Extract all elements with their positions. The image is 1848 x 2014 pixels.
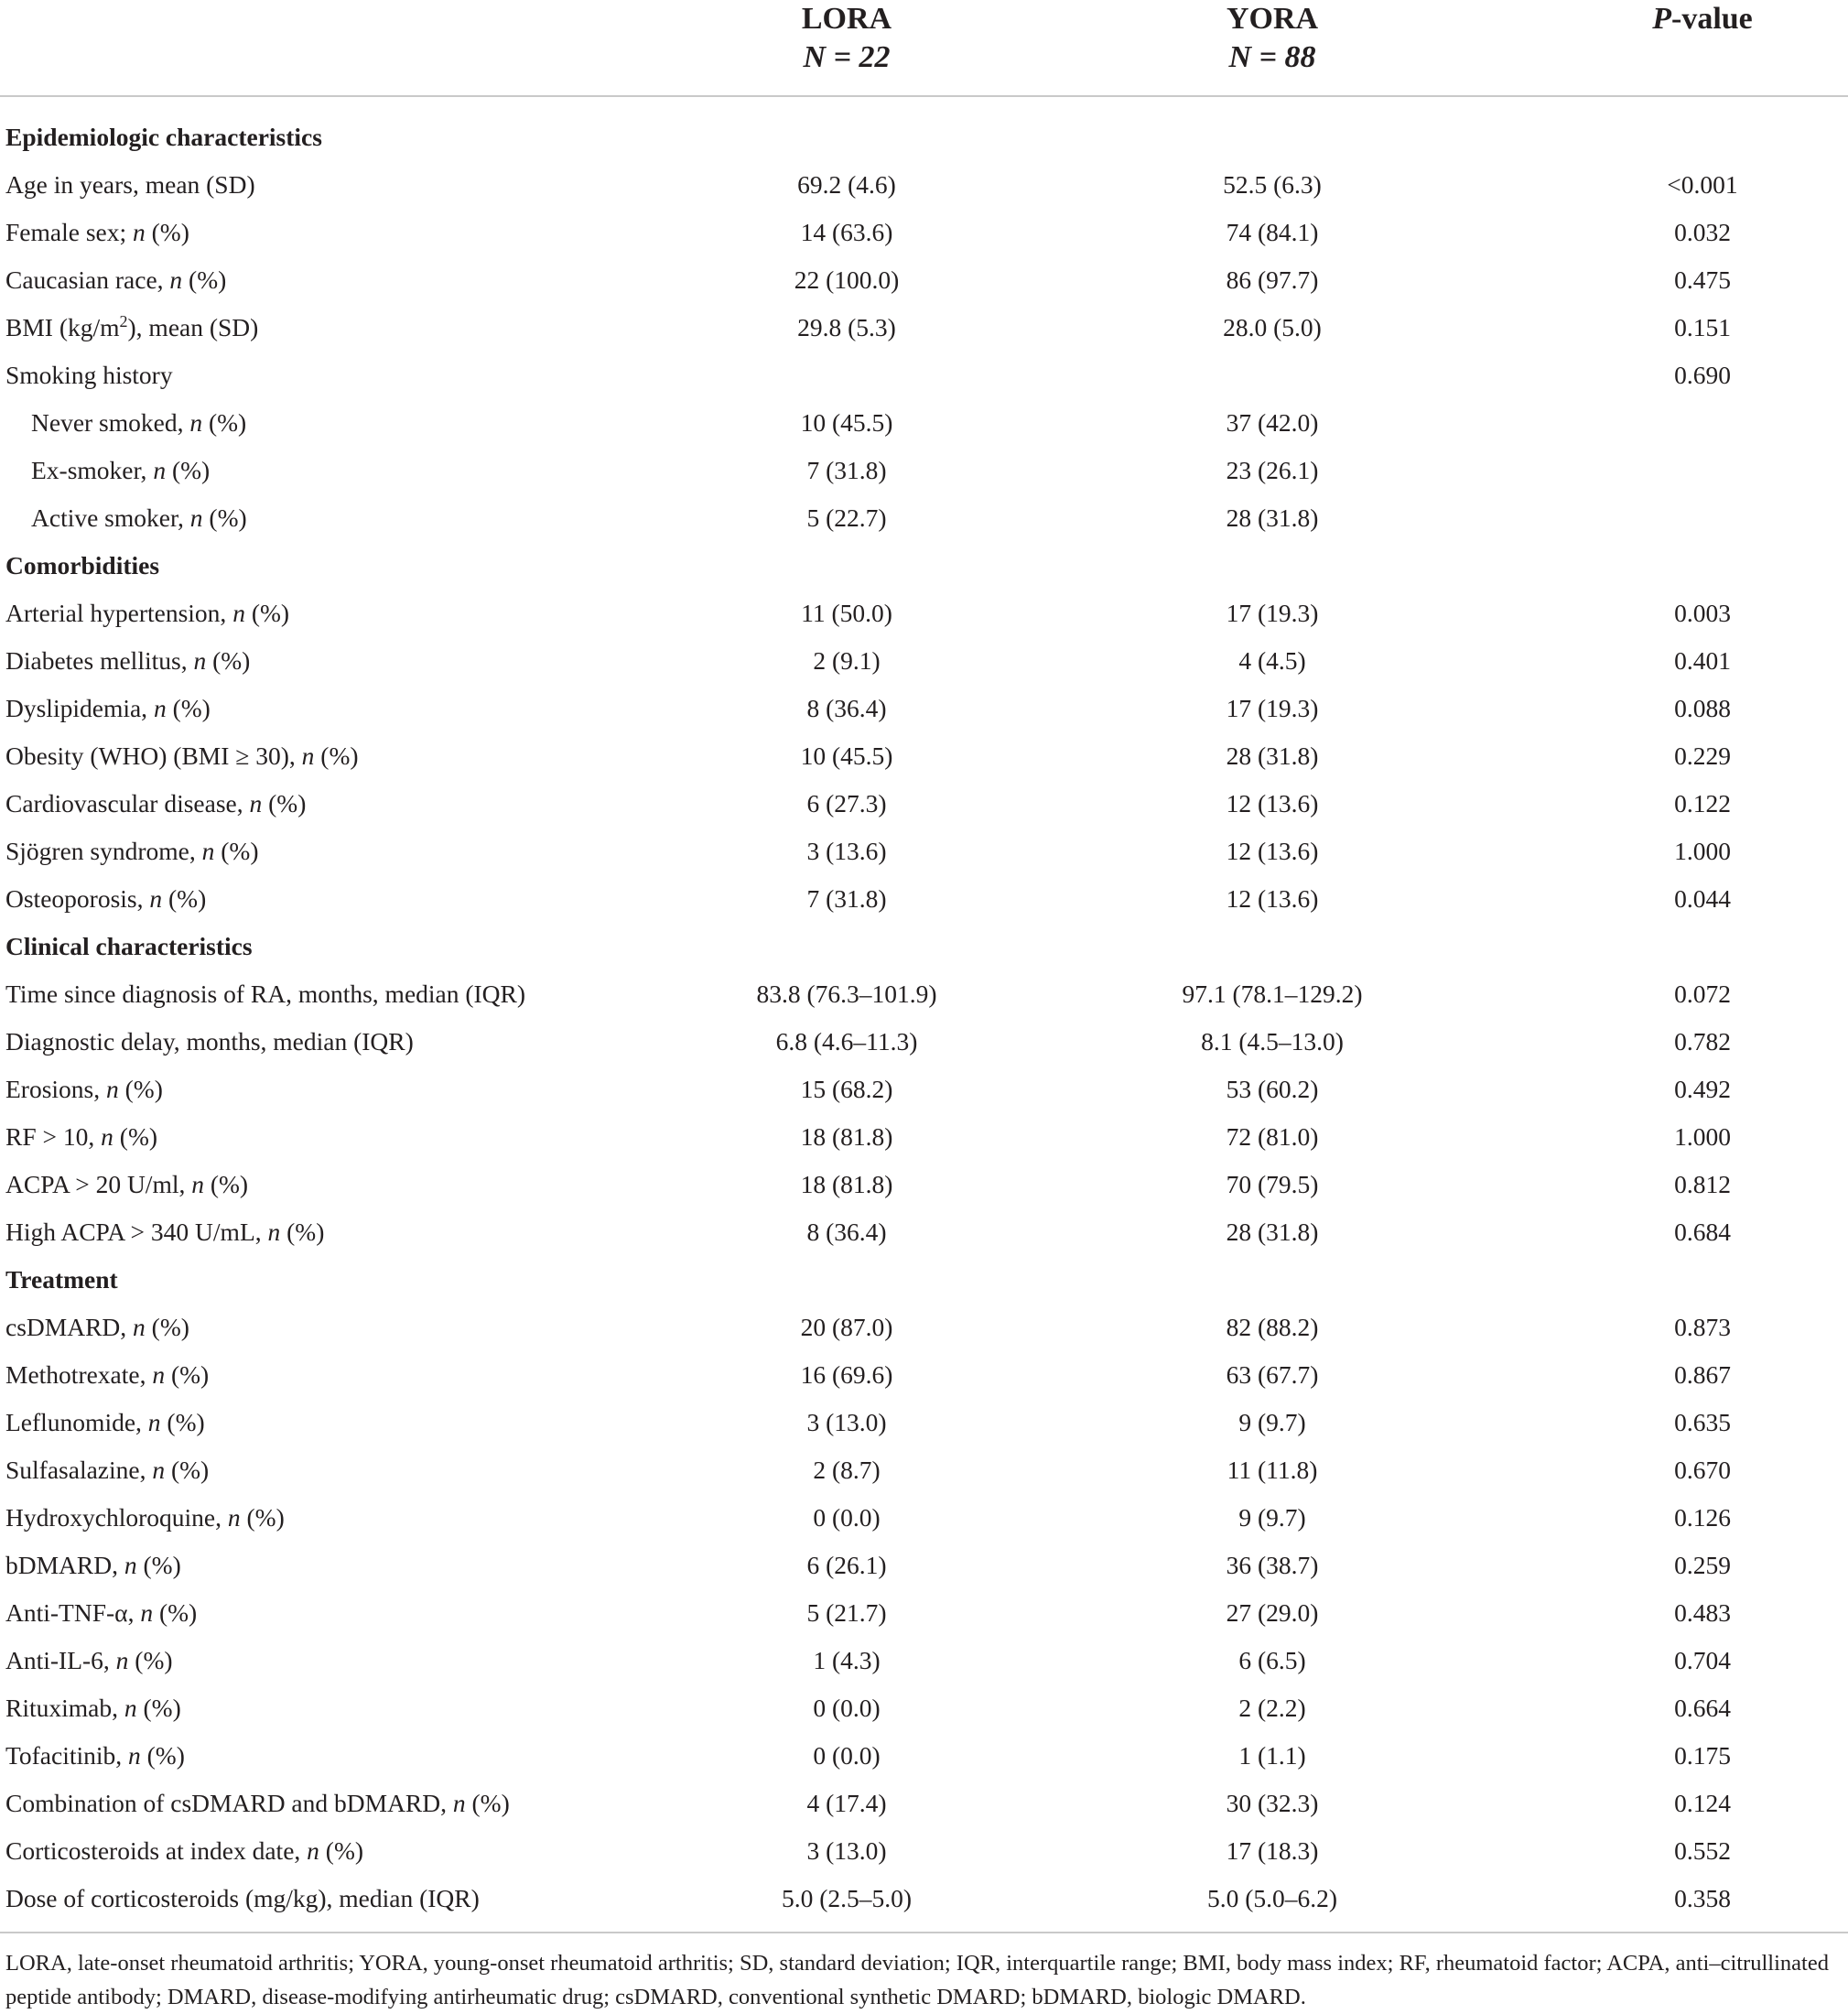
yora-cell: 28.0 (5.0) xyxy=(1223,313,1322,341)
row-label-italic: n xyxy=(452,1789,466,1817)
table-row xyxy=(0,1399,1848,1446)
section-header-row xyxy=(0,1256,1848,1304)
row-label-text: Dyslipidemia, xyxy=(5,694,154,722)
section-header-row xyxy=(0,542,1848,590)
row-label-text: (%) xyxy=(244,599,290,627)
pvalue-cell: 0.664 xyxy=(1674,1694,1731,1722)
table-row xyxy=(0,1875,1848,1922)
table-row xyxy=(0,494,1848,542)
lora-column-header xyxy=(755,0,938,77)
lora-cell: 8 (36.4) xyxy=(806,694,887,722)
row-label-italic: n xyxy=(227,1503,241,1532)
pvalue-cell: 0.782 xyxy=(1674,1027,1731,1056)
yora-cell: 37 (42.0) xyxy=(1226,408,1319,437)
yora-cell: 9 (9.7) xyxy=(1238,1503,1306,1532)
pvalue-cell: 0.003 xyxy=(1674,599,1731,627)
row-label-text: (%) xyxy=(214,837,259,865)
row-label xyxy=(5,1827,363,1875)
row-label-text: (%) xyxy=(166,456,211,484)
pvalue-cell: 0.126 xyxy=(1674,1503,1731,1532)
row-label-text: (%) xyxy=(465,1789,510,1817)
table-row xyxy=(0,1113,1848,1161)
lora-column-count: N = 22 xyxy=(803,40,891,74)
yora-cell: 17 (18.3) xyxy=(1226,1836,1319,1865)
row-label-text: Obesity (WHO) (BMI ≥ 30), xyxy=(5,742,302,770)
row-label-text: Sjögren syndrome, xyxy=(5,837,202,865)
row-label xyxy=(5,1399,205,1446)
row-label-italic: n xyxy=(153,694,167,722)
yora-cell: 2 (2.2) xyxy=(1238,1694,1306,1722)
row-label-text: (%) xyxy=(140,1741,185,1770)
row-label xyxy=(5,685,211,732)
row-label xyxy=(5,304,258,352)
table-row xyxy=(0,1446,1848,1494)
lora-cell: 83.8 (76.3–101.9) xyxy=(756,980,937,1008)
lora-cell: 7 (31.8) xyxy=(806,884,887,913)
row-label xyxy=(5,1066,163,1113)
row-label-text: (%) xyxy=(165,1360,210,1389)
row-label-text: (%) xyxy=(128,1646,173,1674)
lora-cell: 0 (0.0) xyxy=(813,1694,881,1722)
row-label-italic: n xyxy=(267,1218,281,1246)
lora-cell: 69.2 (4.6) xyxy=(797,170,896,199)
row-label-superscript: 2 xyxy=(119,311,128,330)
pvalue-cell: 0.867 xyxy=(1674,1360,1731,1389)
yora-column-header xyxy=(1181,0,1364,77)
row-label xyxy=(5,1113,157,1161)
lora-cell: 15 (68.2) xyxy=(800,1075,893,1103)
pvalue-column-header xyxy=(1611,0,1794,38)
row-label xyxy=(5,1589,197,1637)
row-label-italic: n xyxy=(106,1075,119,1103)
yora-cell: 17 (19.3) xyxy=(1226,694,1319,722)
yora-cell: 27 (29.0) xyxy=(1226,1598,1319,1627)
pvalue-cell: 0.475 xyxy=(1674,265,1731,294)
pvalue-header-prefix: P xyxy=(1652,2,1671,36)
row-label-text: (%) xyxy=(314,742,359,770)
row-label xyxy=(5,1161,248,1208)
row-label: Time since diagnosis of RA, months, median (IQR) xyxy=(5,980,526,1008)
yora-cell: 28 (31.8) xyxy=(1226,1218,1319,1246)
lora-cell: 3 (13.6) xyxy=(806,837,887,865)
yora-cell: 12 (13.6) xyxy=(1226,884,1319,913)
row-label xyxy=(5,1684,181,1732)
pvalue-cell: 0.704 xyxy=(1674,1646,1731,1674)
yora-column-count: N = 88 xyxy=(1228,40,1316,74)
row-label-text: (%) xyxy=(202,504,247,532)
row-label xyxy=(5,1732,185,1780)
row-label-italic: n xyxy=(232,599,245,627)
row-label xyxy=(5,1351,209,1399)
row-label xyxy=(5,209,189,256)
table-row xyxy=(0,1684,1848,1732)
yora-cell: 52.5 (6.3) xyxy=(1223,170,1322,199)
lora-cell: 0 (0.0) xyxy=(813,1741,881,1770)
yora-cell: 8.1 (4.5–13.0) xyxy=(1201,1027,1344,1056)
lora-cell: 5 (22.7) xyxy=(806,504,887,532)
row-label-italic: n xyxy=(124,1551,137,1579)
row-label xyxy=(5,780,306,828)
row-label-text: Sulfasalazine, xyxy=(5,1456,153,1484)
row-label-text: Tofacitinib, xyxy=(5,1741,129,1770)
row-label-italic: n xyxy=(169,265,183,294)
footer-divider xyxy=(0,1932,1848,1933)
lora-cell: 6 (27.3) xyxy=(806,789,887,818)
row-label-italic: n xyxy=(133,218,146,246)
row-label-text: (%) xyxy=(136,1551,181,1579)
pvalue-cell: 0.044 xyxy=(1674,884,1731,913)
lora-cell: 3 (13.0) xyxy=(806,1408,887,1436)
row-label-text: Combination of csDMARD and bDMARD, xyxy=(5,1789,453,1817)
row-label: Dose of corticosteroids (mg/kg), median (IQR) xyxy=(5,1884,480,1912)
table-row xyxy=(0,1780,1848,1827)
table-row xyxy=(0,970,1848,1018)
table-row xyxy=(0,1351,1848,1399)
section-title: Treatment xyxy=(5,1265,118,1294)
lora-cell: 18 (81.8) xyxy=(800,1122,893,1151)
lora-cell: 2 (9.1) xyxy=(813,646,881,675)
row-label-text: Hydroxychloroquine, xyxy=(5,1503,228,1532)
pvalue-cell: 0.690 xyxy=(1674,361,1731,389)
pvalue-cell: 0.072 xyxy=(1674,980,1731,1008)
row-label-italic: n xyxy=(133,1313,146,1341)
lora-cell: 10 (45.5) xyxy=(800,408,893,437)
row-label xyxy=(31,447,210,494)
row-label-text: csDMARD, xyxy=(5,1313,134,1341)
row-label-text: (%) xyxy=(166,694,211,722)
header-divider xyxy=(0,95,1848,97)
row-label-italic: n xyxy=(124,1694,137,1722)
row-label-italic: n xyxy=(152,1456,166,1484)
row-label xyxy=(5,732,359,780)
table-row xyxy=(0,637,1848,685)
row-label-text: (%) xyxy=(165,1456,210,1484)
row-label-text: Cardiovascular disease, xyxy=(5,789,250,818)
row-label-text: (%) xyxy=(153,1598,198,1627)
row-label-text: RF > 10, xyxy=(5,1122,102,1151)
row-label xyxy=(5,875,206,923)
table-row xyxy=(0,1827,1848,1875)
row-label xyxy=(5,828,259,875)
pvalue-cell: 0.483 xyxy=(1674,1598,1731,1627)
table-row xyxy=(0,685,1848,732)
lora-column-name: LORA xyxy=(801,2,892,36)
row-label-text: (%) xyxy=(206,646,251,675)
pvalue-cell: <0.001 xyxy=(1667,170,1738,199)
row-label xyxy=(5,1542,181,1589)
yora-cell: 1 (1.1) xyxy=(1238,1741,1306,1770)
row-label-text: (%) xyxy=(319,1836,364,1865)
lora-cell: 29.8 (5.3) xyxy=(797,313,896,341)
row-label-italic: n xyxy=(115,1646,129,1674)
row-label-italic: n xyxy=(140,1598,154,1627)
row-label-text: BMI (kg/m xyxy=(5,313,120,341)
table-row xyxy=(0,256,1848,304)
row-label-text: Anti-TNF-α, xyxy=(5,1598,141,1627)
pvalue-cell: 0.151 xyxy=(1674,313,1731,341)
row-label xyxy=(5,1637,173,1684)
row-label xyxy=(31,494,247,542)
yora-cell: 97.1 (78.1–129.2) xyxy=(1182,980,1363,1008)
yora-cell: 74 (84.1) xyxy=(1226,218,1319,246)
lora-cell: 11 (50.0) xyxy=(801,599,892,627)
yora-cell: 5.0 (5.0–6.2) xyxy=(1206,1884,1338,1912)
pvalue-cell: 0.122 xyxy=(1674,789,1731,818)
row-label-text: (%) xyxy=(145,218,189,246)
row-label: Smoking history xyxy=(5,361,173,389)
row-label-text: Female sex; xyxy=(5,218,133,246)
row-label-text: Methotrexate, xyxy=(5,1360,153,1389)
table-row xyxy=(0,1066,1848,1113)
row-label xyxy=(5,1780,510,1827)
lora-cell: 0 (0.0) xyxy=(813,1503,881,1532)
row-label xyxy=(5,1304,189,1351)
yora-cell: 12 (13.6) xyxy=(1226,837,1319,865)
row-label-text: Anti-IL-6, xyxy=(5,1646,116,1674)
yora-cell: 82 (88.2) xyxy=(1226,1313,1319,1341)
table-row xyxy=(0,304,1848,352)
row-label: Age in years, mean (SD) xyxy=(5,170,255,199)
lora-cell: 8 (36.4) xyxy=(806,1218,887,1246)
row-label-italic: n xyxy=(189,408,203,437)
pvalue-cell: 0.032 xyxy=(1674,218,1731,246)
row-label-text: Ex-smoker, xyxy=(31,456,154,484)
lora-cell: 6 (26.1) xyxy=(806,1551,887,1579)
section-title: Epidemiologic characteristics xyxy=(5,123,322,151)
row-label xyxy=(31,399,246,447)
pvalue-cell: 0.229 xyxy=(1674,742,1731,770)
row-label-text: (%) xyxy=(262,789,307,818)
row-label-italic: n xyxy=(101,1122,113,1151)
row-label-italic: n xyxy=(307,1836,319,1865)
lora-cell: 5.0 (2.5–5.0) xyxy=(781,1884,913,1912)
row-label-text: (%) xyxy=(202,408,247,437)
table-row xyxy=(0,875,1848,923)
row-label-text: Caucasian race, xyxy=(5,265,170,294)
pvalue-cell: 0.670 xyxy=(1674,1456,1731,1484)
table-row xyxy=(0,1161,1848,1208)
section-title: Comorbidities xyxy=(5,551,160,579)
row-label-text: (%) xyxy=(136,1694,181,1722)
table-row xyxy=(0,732,1848,780)
row-label-text: Diabetes mellitus, xyxy=(5,646,194,675)
row-label-text: (%) xyxy=(280,1218,325,1246)
pvalue-cell: 1.000 xyxy=(1674,837,1731,865)
yora-cell: 28 (31.8) xyxy=(1226,504,1319,532)
table-row xyxy=(0,447,1848,494)
row-label-text: (%) xyxy=(160,1408,205,1436)
row-label xyxy=(5,590,289,637)
lora-cell: 3 (13.0) xyxy=(806,1836,887,1865)
row-label xyxy=(5,1208,324,1256)
table-body xyxy=(0,114,1848,1922)
row-label xyxy=(5,1446,209,1494)
lora-cell: 6.8 (4.6–11.3) xyxy=(775,1027,918,1056)
row-label-text: (%) xyxy=(145,1313,189,1341)
row-label-text: Leflunomide, xyxy=(5,1408,148,1436)
row-label-text: (%) xyxy=(182,265,227,294)
lora-cell: 16 (69.6) xyxy=(800,1360,893,1389)
pvalue-cell: 0.358 xyxy=(1674,1884,1731,1912)
row-label-text: ACPA > 20 U/ml, xyxy=(5,1170,192,1198)
table-row xyxy=(0,780,1848,828)
row-label-text: bDMARD, xyxy=(5,1551,124,1579)
yora-cell: 23 (26.1) xyxy=(1226,456,1319,484)
table-row xyxy=(0,399,1848,447)
table-row xyxy=(0,1732,1848,1780)
yora-cell: 4 (4.5) xyxy=(1238,646,1306,675)
lora-cell: 10 (45.5) xyxy=(800,742,893,770)
row-label-text: Never smoked, xyxy=(31,408,190,437)
lora-cell: 14 (63.6) xyxy=(800,218,893,246)
pvalue-cell: 0.812 xyxy=(1674,1170,1731,1198)
lora-cell: 7 (31.8) xyxy=(806,456,887,484)
row-label-text: Erosions, xyxy=(5,1075,106,1103)
pvalue-cell: 0.175 xyxy=(1674,1741,1731,1770)
row-label-text: (%) xyxy=(203,1170,249,1198)
yora-cell: 70 (79.5) xyxy=(1226,1170,1319,1198)
row-label-italic: n xyxy=(147,1408,161,1436)
table-row xyxy=(0,352,1848,399)
row-label-italic: n xyxy=(128,1741,141,1770)
pvalue-cell: 1.000 xyxy=(1674,1122,1731,1151)
pvalue-cell: 0.684 xyxy=(1674,1218,1731,1246)
yora-cell: 53 (60.2) xyxy=(1226,1075,1319,1103)
table-row xyxy=(0,161,1848,209)
yora-cell: 6 (6.5) xyxy=(1238,1646,1306,1674)
row-label-text: (%) xyxy=(162,884,207,913)
lora-cell: 2 (8.7) xyxy=(813,1456,881,1484)
row-label xyxy=(5,1494,285,1542)
row-label-italic: n xyxy=(153,456,167,484)
row-label-text: Osteoporosis, xyxy=(5,884,150,913)
table-header xyxy=(0,0,1848,96)
yora-cell: 30 (32.3) xyxy=(1226,1789,1319,1817)
pvalue-header-suffix: -value xyxy=(1671,2,1753,36)
row-label-text: ), mean (SD) xyxy=(127,313,259,341)
row-label: Diagnostic delay, months, median (IQR) xyxy=(5,1027,414,1056)
lora-cell: 20 (87.0) xyxy=(800,1313,893,1341)
row-label-italic: n xyxy=(301,742,315,770)
row-label-italic: n xyxy=(249,789,263,818)
row-label-text: Corticosteroids at index date, xyxy=(5,1836,308,1865)
lora-cell: 5 (21.7) xyxy=(806,1598,887,1627)
row-label-text: Arterial hypertension, xyxy=(5,599,233,627)
pvalue-cell: 0.873 xyxy=(1674,1313,1731,1341)
row-label-text: High ACPA > 340 U/mL, xyxy=(5,1218,268,1246)
row-label-text: (%) xyxy=(118,1075,163,1103)
yora-column-name: YORA xyxy=(1226,2,1319,36)
yora-cell: 17 (19.3) xyxy=(1226,599,1319,627)
row-label-italic: n xyxy=(201,837,215,865)
row-label-text: Active smoker, xyxy=(31,504,190,532)
lora-cell: 22 (100.0) xyxy=(794,265,900,294)
table-row xyxy=(0,1018,1848,1066)
lora-cell: 4 (17.4) xyxy=(806,1789,887,1817)
section-title: Clinical characteristics xyxy=(5,932,253,960)
table-row xyxy=(0,590,1848,637)
table-row xyxy=(0,1304,1848,1351)
yora-cell: 63 (67.7) xyxy=(1226,1360,1319,1389)
yora-cell: 36 (38.7) xyxy=(1226,1551,1319,1579)
pvalue-cell: 0.635 xyxy=(1674,1408,1731,1436)
yora-cell: 86 (97.7) xyxy=(1226,265,1319,294)
table-row xyxy=(0,1589,1848,1637)
yora-cell: 72 (81.0) xyxy=(1226,1122,1319,1151)
pvalue-cell: 0.552 xyxy=(1674,1836,1731,1865)
table-row xyxy=(0,1494,1848,1542)
row-label xyxy=(5,637,250,685)
yora-cell: 28 (31.8) xyxy=(1226,742,1319,770)
table-row xyxy=(0,1637,1848,1684)
table-row xyxy=(0,1208,1848,1256)
pvalue-cell: 0.088 xyxy=(1674,694,1731,722)
yora-cell: 11 (11.8) xyxy=(1227,1456,1318,1484)
table-row xyxy=(0,209,1848,256)
row-label-text: (%) xyxy=(113,1122,158,1151)
row-label xyxy=(5,256,226,304)
row-label-text: Rituximab, xyxy=(5,1694,124,1722)
table-row xyxy=(0,828,1848,875)
table-row xyxy=(0,1542,1848,1589)
pvalue-cell: 0.259 xyxy=(1674,1551,1731,1579)
row-label-italic: n xyxy=(152,1360,166,1389)
row-label-italic: n xyxy=(191,1170,204,1198)
pvalue-cell: 0.492 xyxy=(1674,1075,1731,1103)
row-label-italic: n xyxy=(193,646,207,675)
yora-cell: 9 (9.7) xyxy=(1238,1408,1306,1436)
pvalue-cell: 0.401 xyxy=(1674,646,1731,675)
section-header-row xyxy=(0,114,1848,161)
section-header-row xyxy=(0,923,1848,970)
table-footnote: LORA, late-onset rheumatoid arthritis; YORA, young-onset rheumatoid arthritis; SD, standard deviation; IQR, interquartile range; BMI, body mass index; RF, rheumatoid factor; ACPA, anti–citrullinated peptide antibody; DMARD, disease-modifying antirheumatic drug; csDMARD, conventional synthetic DMARD; bDMARD, biologic DMARD. xyxy=(5,1951,1829,2009)
row-label-text: (%) xyxy=(240,1503,285,1532)
row-label-italic: n xyxy=(189,504,203,532)
lora-cell: 18 (81.8) xyxy=(800,1170,893,1198)
row-label-italic: n xyxy=(149,884,163,913)
pvalue-cell: 0.124 xyxy=(1674,1789,1731,1817)
lora-cell: 1 (4.3) xyxy=(813,1646,881,1674)
yora-cell: 12 (13.6) xyxy=(1226,789,1319,818)
